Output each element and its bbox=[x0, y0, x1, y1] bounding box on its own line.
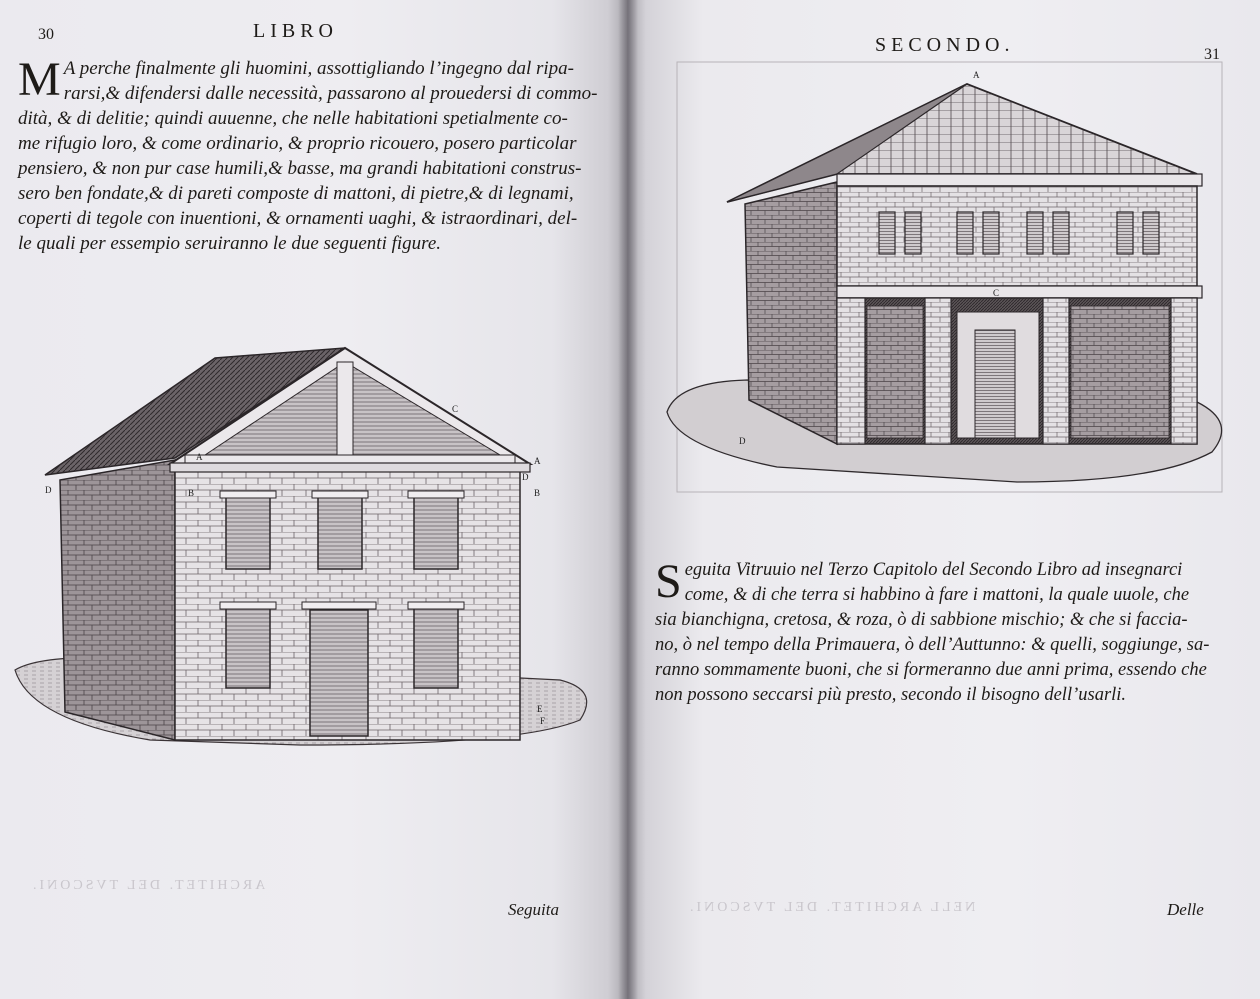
figure-label: A bbox=[534, 456, 541, 466]
figure-label: C bbox=[452, 404, 459, 414]
catchword: Seguita bbox=[508, 900, 559, 919]
figure-label: A bbox=[973, 70, 980, 80]
figure-label: D bbox=[522, 472, 529, 482]
running-head: SECONDO. bbox=[875, 34, 1015, 56]
right-page bbox=[627, 0, 1260, 999]
running-head: LIBRO bbox=[253, 20, 338, 42]
left-page bbox=[0, 0, 627, 999]
body-paragraph bbox=[655, 555, 1255, 708]
text-line: me rifugio loro, & come ordinario, & proprio ricouero, posero particolar bbox=[18, 133, 577, 154]
figure-label: B bbox=[534, 488, 541, 498]
text-line: le quali per essempio seruiranno le due seguenti figure. bbox=[18, 233, 442, 254]
page-number: 31 bbox=[1204, 46, 1220, 63]
bleed-through-text: ARCHITET. DEL TVSCONI. bbox=[30, 878, 266, 893]
figure-label: B bbox=[188, 488, 195, 498]
text-line: eguita Vitruuio nel Terzo Capitolo del Secondo Libro ad insegnarci bbox=[684, 560, 1183, 580]
drop-cap: S bbox=[655, 555, 682, 608]
text-line: sero ben fondate,& di pareti composte di mattoni, di pietre,& di legnami, bbox=[18, 183, 574, 204]
figure-label: C bbox=[993, 288, 1000, 298]
text-line: come, & di che terra si habbino à fare i mattoni, la quale uuole, che bbox=[684, 585, 1190, 605]
figure-label: D bbox=[45, 485, 52, 495]
text-line: non possono seccarsi più presto, secondo il bisogno dell’usarli. bbox=[655, 685, 1127, 705]
text-line: A perche finalmente gli huomini, assottigliando l’ingegno dal ripa- bbox=[63, 58, 575, 79]
text-line: ranno sommamente buoni, che si formeranno due anni prima, essendo che bbox=[655, 660, 1207, 680]
text-line: coperti di tegole con inuentioni, & ornamenti uaghi, & istraordinari, del- bbox=[18, 208, 578, 229]
woodcut-gabled-house bbox=[0, 340, 620, 760]
text-line: sia bianchigna, cretosa, & roza, ò di sabbione mischio; & che si faccia- bbox=[655, 610, 1188, 630]
figure-label: A bbox=[196, 452, 203, 462]
book-gutter bbox=[618, 0, 638, 999]
page-number: 30 bbox=[38, 26, 54, 43]
figure-label: E bbox=[537, 704, 543, 714]
text-line: no, ò nel tempo della Primauera, ò dell’Auttunno: & quelli, soggiunge, sa- bbox=[655, 635, 1210, 655]
bleed-through-text: NELL ARCHITET. DEL TVSCONI. bbox=[687, 900, 976, 915]
figure-label: F bbox=[540, 716, 546, 726]
text-line: pensiero, & non pur case humili,& basse, ma grandi habitationi construs- bbox=[18, 158, 582, 179]
catchword: Delle bbox=[1167, 900, 1204, 919]
body-paragraph bbox=[18, 53, 618, 256]
text-line: dità, & di delitie; quindi auuenne, che nelle habitationi spetialmente co- bbox=[18, 108, 568, 129]
figure-label: D bbox=[739, 436, 746, 446]
text-line: rarsi,& difendersi dalle necessità, passarono al prouedersi di commo- bbox=[63, 83, 598, 104]
drop-cap: M bbox=[18, 53, 61, 106]
woodcut-hip-roof-house bbox=[657, 62, 1237, 492]
